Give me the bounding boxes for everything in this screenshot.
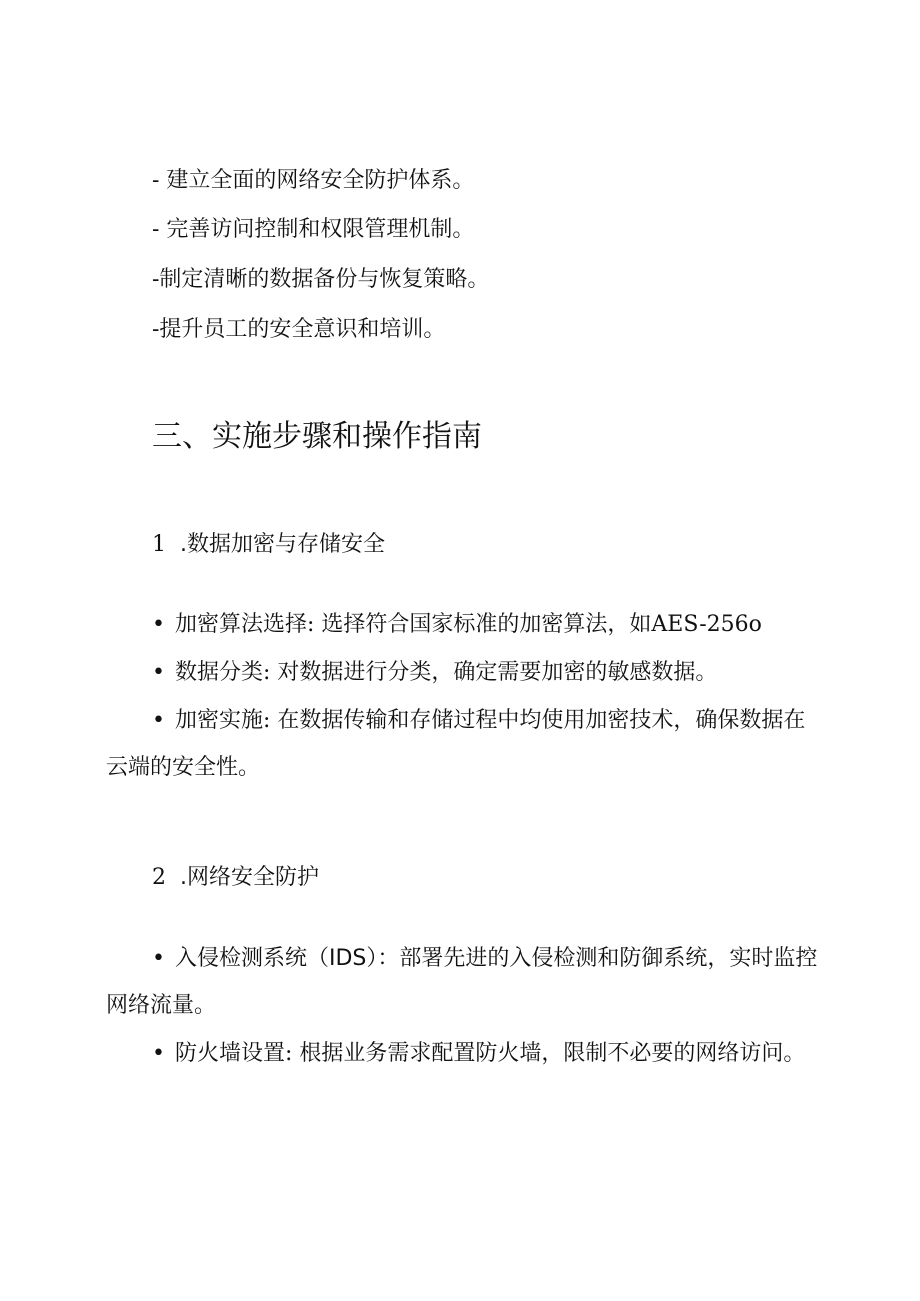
bullet-item	[106, 649, 826, 696]
subsection-title: .网络安全防护	[180, 865, 319, 890]
bullet-description: : 对数据进行分类，确定需要加密的敏感数据。	[263, 660, 718, 685]
bullet-item	[106, 935, 826, 1029]
dash-list-item: - 完善访问控制和权限管理机制。	[152, 217, 475, 242]
subsection-heading	[152, 530, 385, 560]
bullet-description: : 在数据传输和存储过程中均使用加密技术，确保数据在云端的安全性。	[106, 708, 806, 780]
bullet-description: ：部署先进的入侵检测和防御系统，实时监控网络流量。	[106, 946, 818, 1018]
bullet-icon: •	[152, 612, 165, 637]
subsection-heading	[152, 863, 319, 893]
dash-list-item: -制定清晰的数据备份与恢复策略。	[152, 267, 490, 292]
subsection-number: 2	[152, 865, 166, 890]
section-heading: 三、实施步骤和操作指南	[152, 419, 482, 454]
bullet-item	[106, 601, 826, 648]
bullet-icon: •	[152, 708, 165, 733]
dash-list-item: - 建立全面的网络安全防护体系。	[152, 168, 475, 193]
bullet-icon: •	[152, 1041, 165, 1066]
dash-list-item: -提升员工的安全意识和培训。	[152, 317, 446, 342]
bullet-description: : 根据业务需求配置防火墙，限制不必要的网络访问。	[285, 1041, 806, 1066]
subsection-title: .数据加密与存储安全	[180, 532, 385, 557]
bullet-description: : 选择符合国家标准的加密算法，如AES-256o	[307, 612, 762, 637]
bullet-icon: •	[152, 946, 165, 971]
bullet-term: 防火墙设置	[174, 1041, 285, 1066]
bullet-icon: •	[152, 660, 165, 685]
bullet-item	[106, 1030, 826, 1077]
bullet-item	[106, 697, 826, 791]
bullet-term: 数据分类	[174, 660, 263, 685]
subsection-number: 1	[152, 532, 166, 557]
bullet-term: 加密实施	[174, 708, 263, 733]
bullet-term: 入侵检测系统（IDS）	[174, 946, 378, 971]
bullet-term: 加密算法选择	[174, 612, 307, 637]
